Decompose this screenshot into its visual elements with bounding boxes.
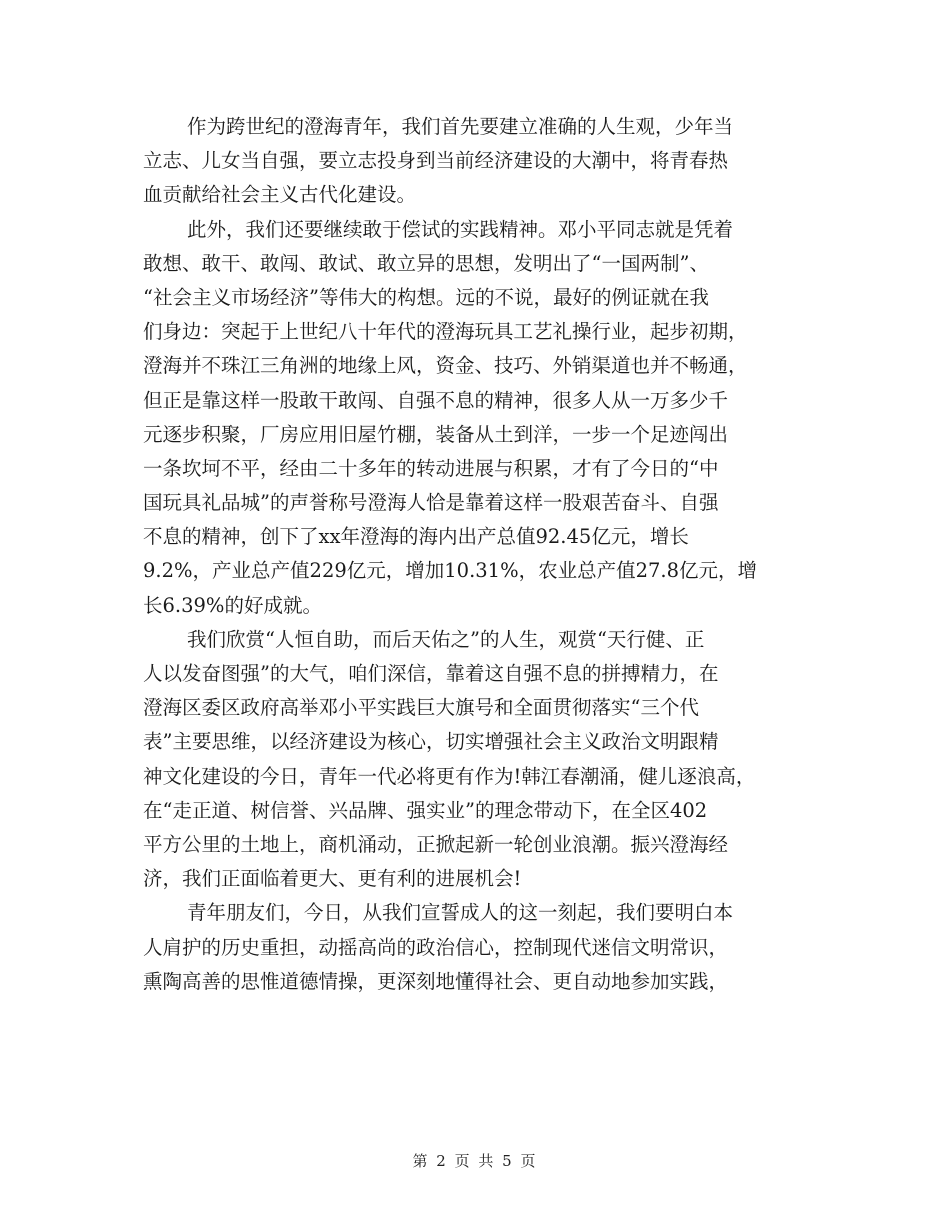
text-line: 9.2%，产业总产值229亿元，增加10.31%，农业总产值27.8亿元，增: [143, 559, 758, 583]
document-body: [143, 110, 813, 999]
text-line: 长6.39%的好成就。: [143, 593, 322, 617]
text-line: 一条坎坷不平，经由二十多年的转动进展与积累，才有了今日的“中: [143, 456, 719, 480]
text-line: 熏陶高善的思惟道德情操，更深刻地懂得社会、更自动地参加实践，: [143, 969, 729, 993]
text-line: 元逐步积聚，厂房应用旧屋竹棚，装备从土到洋，一步一个足迹闯出: [143, 422, 729, 446]
text-line: 神文化建设的今日，青年一代必将更有作为!韩江春潮涌，健儿逐浪高，: [143, 764, 756, 788]
text-line: 们身边：突起于上世纪八十年代的澄海玩具工艺礼操行业，起步初期，: [143, 320, 748, 344]
text-line: 在“走正道、树信誉、兴品牌、强实业”的理念带动下，在全区402: [143, 798, 708, 822]
text-line: 敢想、敢干、敢闯、敢试、敢立异的思想，发明出了“一国两制”、: [143, 251, 709, 275]
text-line: 表”主要思维，以经济建设为核心，切实增强社会主义政治文明跟精: [143, 730, 719, 754]
text-line: 作为跨世纪的澄海青年，我们首先要建立准确的人生观，少年当: [187, 115, 734, 138]
text-line: 澄海并不珠江三角洲的地缘上风，资金、技巧、外销渠道也并不畅通，: [143, 354, 748, 378]
text-line: 不息的精神，创下了xx年澄海的海内出产总值92.45亿元，增长: [143, 525, 689, 549]
text-line: 人以发奋图强”的大气，咱们深信，靠着这自强不息的拼搏精力，在: [143, 662, 719, 685]
text-line: 青年朋友们，今日，从我们宣誓成人的这一刻起，我们要明白本: [187, 901, 734, 925]
text-line: 人肩护的历史重担，动摇高尚的政治信心，控制现代迷信文明常识，: [143, 935, 729, 959]
text-line: 澄海区委区政府高举邓小平实践巨大旗号和全面贯彻落实“三个代: [143, 696, 699, 720]
text-line: 国玩具礼品城”的声誉称号澄海人恰是靠着这样一股艰苦奋斗、自强: [143, 491, 719, 515]
text-line: 济，我们正面临着更大、更有利的进展机会!: [143, 867, 522, 891]
text-line: 立志、儿女当自强，要立志投身到当前经济建设的大潮中，将青春热: [143, 149, 729, 173]
text-line: 但正是靠这样一股敢干敢闯、自强不息的精神，很多人从一万多少千: [143, 388, 729, 412]
page-number: 第 2 页 共 5 页: [412, 1152, 538, 1170]
text-line: 血贡献给社会主义古代化建设。: [143, 183, 417, 207]
text-line: 平方公里的土地上，商机涌动，正掀起新一轮创业浪潮。振兴澄海经: [143, 832, 729, 856]
text-line: 我们欣赏“人恒自助，而后天佑之”的人生，观赏“天行健、正: [187, 627, 705, 651]
text-line: “社会主义市场经济”等伟大的构想。远的不说，最好的例证就在我: [143, 285, 709, 309]
text-line: 此外，我们还要继续敢于偿试的实践精神。邓小平同志就是凭着: [187, 217, 734, 241]
